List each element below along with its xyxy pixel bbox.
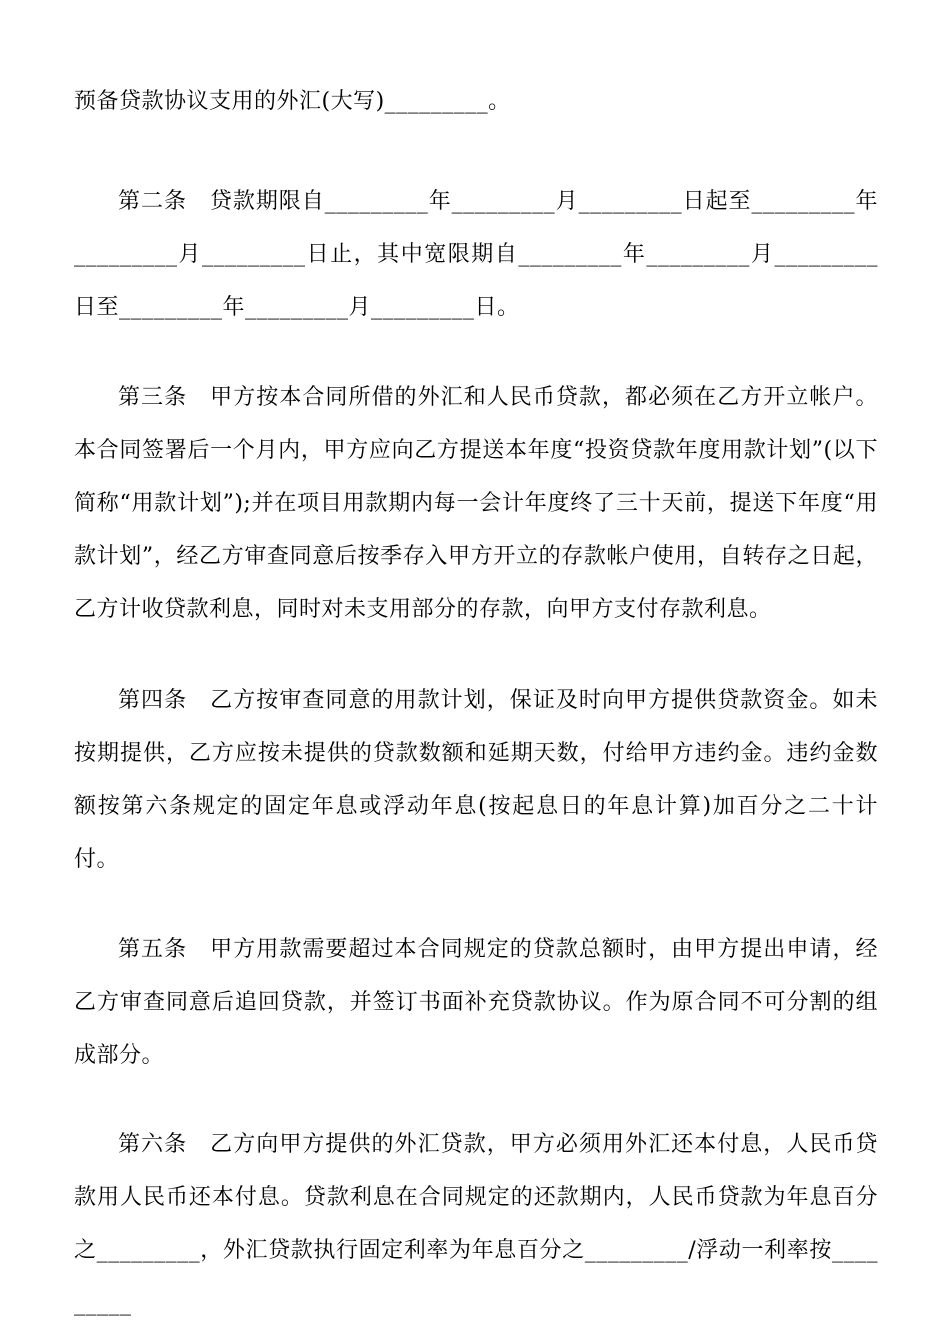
paragraph-foreign-exchange-amount: 预备贷款协议支用的外汇(大写)_________。 bbox=[74, 89, 511, 114]
paragraph-article-3-accounts: 第三条 甲方按本合同所借的外汇和人民币贷款，都必须在乙方开立帐户。本合同签署后一个月内，甲方应向乙方提送本年度“投资贷款年度用款计划”(以下简称“用款计划”);并在项目用款期内每一会计年度终了三十天前，提送下年度“用款计划”，经乙方审查同意后按季存入甲方开立的存款帐户使用，自转存之日起，乙方计收贷款利息，同时对未支用部分的存款，向甲方支付存款利息。 bbox=[74, 385, 878, 622]
paragraph-article-2-loan-term: 第二条 贷款期限自_________年_________月_________日起至_________年_________月_________日止，其中宽限期自_________年_________月_________日至_________年_________月_________日。 bbox=[74, 189, 878, 320]
paragraph-article-6-repayment: 第六条 乙方向甲方提供的外汇贷款，甲方必须用外汇还本付息，人民币贷款用人民币还本付息。贷款利息在合同规定的还款期内，人民币贷款为年息百分之_________，外汇贷款执行固定利率为年息百分之_________/浮动一利率按_________ bbox=[74, 1132, 878, 1316]
paragraph-article-5-additional-loan: 第五条 甲方用款需要超过本合同规定的贷款总额时，由甲方提出申请，经乙方审查同意后追回贷款，并签订书面补充贷款协议。作为原合同不可分割的组成部分。 bbox=[74, 937, 878, 1068]
paragraph-article-4-funding: 第四条 乙方按审查同意的用款计划，保证及时向甲方提供贷款资金。如未按期提供，乙方应按未提供的贷款数额和延期天数，付给甲方违约金。违约金数额按第六条规定的固定年息或浮动年息(按起息日的年息计算)加百分之二十计付。 bbox=[74, 688, 878, 872]
